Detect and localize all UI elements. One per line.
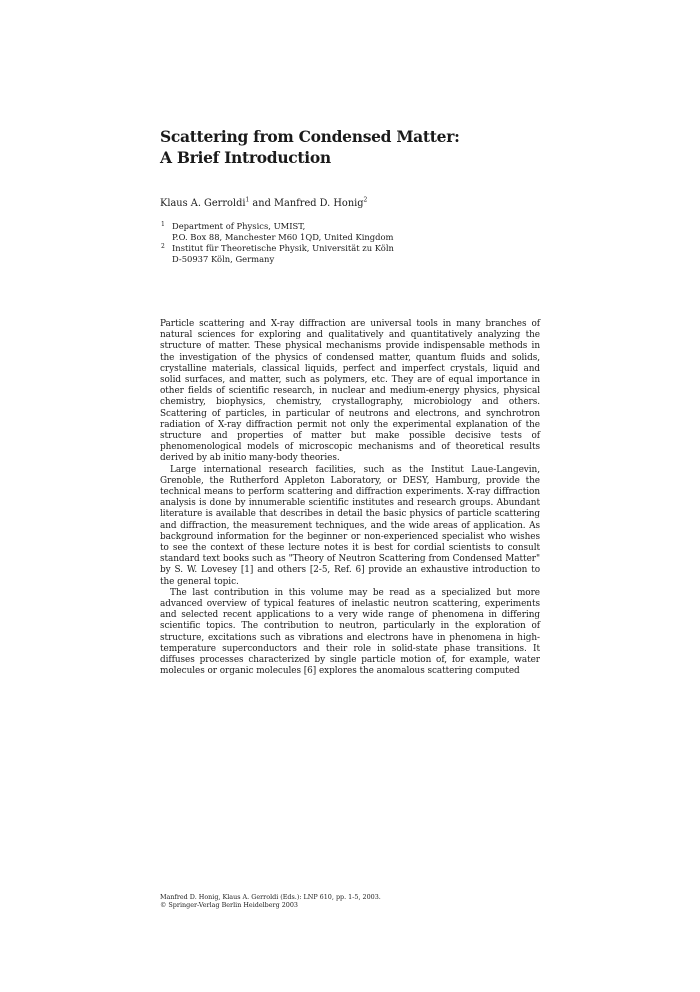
author-name: Klaus A. Gerroldi (160, 198, 246, 209)
body-paragraph: Large international research facilities, such as the Institut Laue-Langevin, Grenoble, the Rutherford Appleton Laboratory, or DESY, Hamburg, provide the technical means to perform scattering and diffraction experiments. X-ray diffraction analysis is done by innumerable scientific institutes and research groups. Abundant literature is available that describes in detail the basic physics of particle scattering and diffraction, the measurement techniques, and the wide areas of application. As background information for the beginner or non-experienced specialist who wishes to see the context of these lecture notes it is best for cordial scientists to consult standard text books such as "Theory of Neutron Scattering from Condensed Matter" by S. W. Lovesey [1] and others [2-5, Ref. 6] provide an exhaustive introduction to the general topic. (160, 464, 540, 587)
body-text (160, 319, 540, 678)
affiliation-item (160, 243, 540, 265)
affiliation-list (160, 221, 540, 265)
body-paragraph: Particle scattering and X-ray diffraction are universal tools in many branches of natural sciences for exploring and qualitatively and quantitatively analyzing the structure of matter. These physical mechanisms provide indispensable methods in the investigation of the physics of condensed matter, quantum fluids and solids, crystalline materials, classical liquids, perfect and imperfect crystals, liquid and solid surfaces, and matter, such as polymers, etc. They are of equal importance in other fields of scientific research, in nuclear and medium-energy physics, physical chemistry, biophysics, chemistry, crystallography, microbiology and others. Scattering of particles, in particular of neutrons and electrons, and synchrotron radiation of X-ray diffraction permit not only the experimental explanation of the structure and properties of matter but make possible decisive tests of phenomenological models of microscopic mechanisms and of theoretical results derived by ab initio many-body theories. (160, 319, 540, 464)
affiliation-marker: 2 (161, 243, 165, 250)
page-footer (160, 893, 540, 909)
citation-line: Manfred D. Honig, Klaus A. Gerroldi (Eds.): LNP 610, pp. 1-5, 2003. (160, 893, 381, 901)
paper-title (160, 126, 540, 168)
paper-page (160, 0, 540, 992)
affiliation-marker: 2 (363, 196, 368, 204)
author-name: Manfred D. Honig (273, 198, 364, 209)
affiliation-marker: 1 (161, 221, 165, 228)
affiliation-marker: 1 (245, 196, 250, 204)
affiliation-line: Department of Physics, UMIST, (172, 221, 306, 231)
affiliation-line: D-50937 Köln, Germany (172, 254, 275, 264)
body-paragraph: The last contribution in this volume may be read as a specialized but more advanced overview of typical features of inelastic neutron scattering, experiments and selected recent applications to a very wide range of phenomena in differing scientific topics. The contribution to neutron, particularly in the exploration of structure, excitations such as vibrations and electrons have in phenomena in high-temperature superconductors and their role in solid-state phase transitions. It diffuses processes characterized by single particle motion of, for example, water molecules or organic molecules [6] explores the anomalous scattering computed (160, 587, 540, 677)
author-joiner: and (249, 198, 274, 209)
affiliation-item (160, 221, 540, 243)
title-line-1: Scattering from Condensed Matter: (160, 127, 460, 146)
copyright-line: © Springer-Verlag Berlin Heidelberg 2003 (160, 901, 298, 909)
title-line-2: A Brief Introduction (160, 148, 331, 167)
affiliation-line: P.O. Box 88, Manchester M60 1QD, United Kingdom (172, 232, 394, 242)
author-list (160, 198, 540, 210)
affiliation-line: Institut für Theoretische Physik, Universität zu Köln (172, 243, 394, 253)
